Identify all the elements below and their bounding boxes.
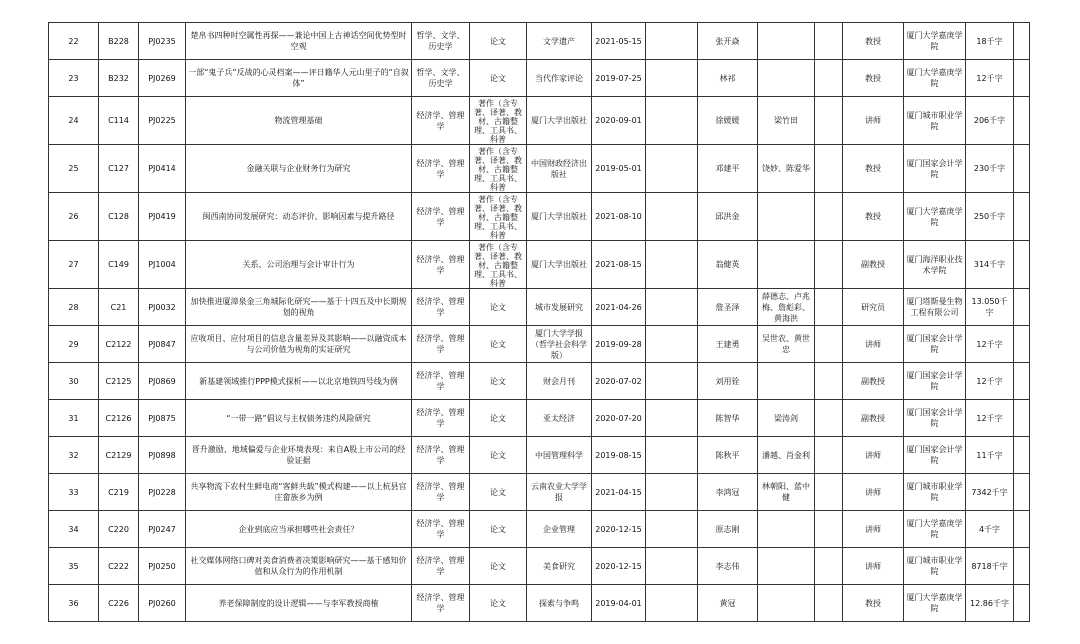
cell-discipline: 哲学、文学、历史学	[412, 60, 470, 97]
cell-discipline: 经济学、管理学	[412, 548, 470, 585]
cell-blank	[646, 400, 698, 437]
cell-blank	[815, 60, 843, 97]
cell-code: B228	[99, 23, 139, 60]
cell-discipline: 哲学、文学、历史学	[412, 23, 470, 60]
cell-blank	[1014, 474, 1030, 511]
table-row	[49, 23, 1030, 60]
cell-unit: 厦门国家会计学院	[904, 326, 966, 363]
cell-blank	[646, 60, 698, 97]
cell-author: 原志刚	[698, 511, 758, 548]
cell-publisher: 厦门大学学报（哲学社会科学版）	[527, 326, 592, 363]
cell-publisher: 城市发展研究	[527, 289, 592, 326]
cell-code: C226	[99, 585, 139, 622]
cell-blank	[646, 363, 698, 400]
table-row	[49, 326, 1030, 363]
cell-blank	[815, 511, 843, 548]
cell-form: 论文	[470, 511, 527, 548]
cell-blank	[646, 437, 698, 474]
cell-title: 社交媒体网络口碑对美食消费者决策影响研究——基于感知价值和从众行为的作用机制	[186, 548, 412, 585]
cell-publisher: 厦门大学出版社	[527, 97, 592, 145]
cell-project-id: PJ0250	[139, 548, 186, 585]
cell-title: “一带一路”倡议与主权债务违约风险研究	[186, 400, 412, 437]
cell-blank	[815, 363, 843, 400]
cell-blank	[815, 23, 843, 60]
cell-coauthors: 薛德志、卢兆梅、詹彪彩、黄海洪	[758, 289, 815, 326]
cell-coauthors: 饶妙、陈爱华	[758, 145, 815, 193]
cell-coauthors: 梁竹田	[758, 97, 815, 145]
cell-word-count: 314千字	[966, 241, 1014, 289]
cell-author: 邓建平	[698, 145, 758, 193]
cell-index: 23	[49, 60, 99, 97]
awards-table	[48, 22, 1030, 622]
cell-publisher: 中国财政经济出版社	[527, 145, 592, 193]
cell-blank	[815, 145, 843, 193]
cell-code: C2126	[99, 400, 139, 437]
cell-code: C114	[99, 97, 139, 145]
cell-word-count: 12千字	[966, 400, 1014, 437]
cell-discipline: 经济学、管理学	[412, 97, 470, 145]
cell-unit: 厦门大学嘉庚学院	[904, 23, 966, 60]
cell-discipline: 经济学、管理学	[412, 145, 470, 193]
cell-publisher: 文学遗产	[527, 23, 592, 60]
cell-form: 论文	[470, 474, 527, 511]
cell-blank	[646, 23, 698, 60]
cell-title: 企业到底应当承担哪些社会责任？	[186, 511, 412, 548]
cell-author: 徐媛媛	[698, 97, 758, 145]
cell-word-count: 206千字	[966, 97, 1014, 145]
cell-form: 著作（含专著、译著、教材、古籍整理、工具书、科普	[470, 193, 527, 241]
cell-title-rank: 教授	[843, 23, 904, 60]
cell-project-id: PJ0225	[139, 97, 186, 145]
cell-title-rank: 讲师	[843, 511, 904, 548]
cell-code: B232	[99, 60, 139, 97]
cell-author: 林祁	[698, 60, 758, 97]
table-row	[49, 145, 1030, 193]
cell-title: 楚帛书四种时空属性再探——兼论中国上古神话空间优势型时空观	[186, 23, 412, 60]
cell-publisher: 中国管理科学	[527, 437, 592, 474]
cell-word-count: 18千字	[966, 23, 1014, 60]
cell-word-count: 12千字	[966, 326, 1014, 363]
cell-blank	[1014, 60, 1030, 97]
cell-blank	[815, 548, 843, 585]
cell-unit: 厦门大学嘉庚学院	[904, 585, 966, 622]
cell-code: C2125	[99, 363, 139, 400]
cell-title-rank: 讲师	[843, 474, 904, 511]
cell-date: 2020-09-01	[592, 97, 646, 145]
cell-project-id: PJ0235	[139, 23, 186, 60]
cell-word-count: 230千字	[966, 145, 1014, 193]
cell-title-rank: 副教授	[843, 363, 904, 400]
cell-title-rank: 副教授	[843, 400, 904, 437]
cell-title-rank: 副教授	[843, 241, 904, 289]
cell-form: 论文	[470, 548, 527, 585]
table-row	[49, 548, 1030, 585]
table-row	[49, 97, 1030, 145]
cell-blank	[815, 193, 843, 241]
cell-author: 李志伟	[698, 548, 758, 585]
cell-publisher: 厦门大学出版社	[527, 193, 592, 241]
cell-word-count: 12千字	[966, 60, 1014, 97]
cell-code: C2122	[99, 326, 139, 363]
table-row	[49, 400, 1030, 437]
cell-blank	[646, 548, 698, 585]
cell-date: 2019-08-15	[592, 437, 646, 474]
cell-author: 黄冠	[698, 585, 758, 622]
cell-form: 论文	[470, 23, 527, 60]
cell-coauthors	[758, 23, 815, 60]
cell-form: 论文	[470, 585, 527, 622]
cell-author: 陈秋平	[698, 437, 758, 474]
table-row	[49, 241, 1030, 289]
cell-coauthors	[758, 60, 815, 97]
cell-code: C2129	[99, 437, 139, 474]
cell-discipline: 经济学、管理学	[412, 241, 470, 289]
cell-coauthors	[758, 511, 815, 548]
cell-unit: 厦门国家会计学院	[904, 363, 966, 400]
cell-title-rank: 教授	[843, 145, 904, 193]
cell-date: 2021-04-15	[592, 474, 646, 511]
cell-title: 关系、公司治理与会计审计行为	[186, 241, 412, 289]
cell-date: 2020-12-15	[592, 548, 646, 585]
cell-title-rank: 讲师	[843, 97, 904, 145]
cell-coauthors	[758, 241, 815, 289]
cell-index: 24	[49, 97, 99, 145]
cell-publisher: 探索与争鸣	[527, 585, 592, 622]
cell-title-rank: 研究员	[843, 289, 904, 326]
cell-author: 李鸿冠	[698, 474, 758, 511]
cell-author: 刘用铨	[698, 363, 758, 400]
cell-project-id: PJ0269	[139, 60, 186, 97]
cell-blank	[1014, 145, 1030, 193]
cell-word-count: 4千字	[966, 511, 1014, 548]
cell-discipline: 经济学、管理学	[412, 585, 470, 622]
cell-code: C127	[99, 145, 139, 193]
cell-title: 新基建领域推行PPP模式探析——以北京地铁四号线为例	[186, 363, 412, 400]
cell-title: 养老保障制度的设计逻辑——与李军教授商榷	[186, 585, 412, 622]
cell-coauthors: 潘越、肖金利	[758, 437, 815, 474]
cell-blank	[1014, 97, 1030, 145]
cell-date: 2021-05-15	[592, 23, 646, 60]
cell-code: C149	[99, 241, 139, 289]
cell-index: 30	[49, 363, 99, 400]
cell-form: 论文	[470, 60, 527, 97]
cell-coauthors: 梁涛剑	[758, 400, 815, 437]
cell-blank	[815, 326, 843, 363]
table-row	[49, 60, 1030, 97]
cell-publisher: 亚太经济	[527, 400, 592, 437]
cell-form: 论文	[470, 437, 527, 474]
cell-code: C219	[99, 474, 139, 511]
cell-index: 31	[49, 400, 99, 437]
cell-blank	[646, 585, 698, 622]
cell-blank	[1014, 23, 1030, 60]
cell-unit: 厦门国家会计学院	[904, 400, 966, 437]
cell-index: 33	[49, 474, 99, 511]
cell-title-rank: 讲师	[843, 326, 904, 363]
cell-discipline: 经济学、管理学	[412, 400, 470, 437]
cell-blank	[815, 437, 843, 474]
cell-author: 翁健英	[698, 241, 758, 289]
cell-blank	[815, 289, 843, 326]
cell-blank	[646, 474, 698, 511]
cell-project-id: PJ0875	[139, 400, 186, 437]
cell-blank	[1014, 511, 1030, 548]
cell-title: 物流管理基础	[186, 97, 412, 145]
cell-discipline: 经济学、管理学	[412, 326, 470, 363]
cell-coauthors	[758, 585, 815, 622]
cell-index: 22	[49, 23, 99, 60]
cell-project-id: PJ1004	[139, 241, 186, 289]
cell-code: C222	[99, 548, 139, 585]
cell-blank	[815, 400, 843, 437]
cell-discipline: 经济学、管理学	[412, 511, 470, 548]
cell-form: 论文	[470, 363, 527, 400]
cell-word-count: 11千字	[966, 437, 1014, 474]
cell-date: 2020-12-15	[592, 511, 646, 548]
cell-date: 2019-09-28	[592, 326, 646, 363]
cell-unit: 厦门国家会计学院	[904, 145, 966, 193]
cell-date: 2021-08-10	[592, 193, 646, 241]
table-row	[49, 289, 1030, 326]
cell-author: 王建勇	[698, 326, 758, 363]
cell-index: 32	[49, 437, 99, 474]
cell-publisher: 云南农业大学学报	[527, 474, 592, 511]
cell-project-id: PJ0247	[139, 511, 186, 548]
cell-unit: 厦门大学嘉庚学院	[904, 193, 966, 241]
cell-unit: 厦门城市职业学院	[904, 548, 966, 585]
cell-code: C220	[99, 511, 139, 548]
table-row	[49, 585, 1030, 622]
cell-title-rank: 教授	[843, 585, 904, 622]
cell-project-id: PJ0847	[139, 326, 186, 363]
cell-blank	[1014, 289, 1030, 326]
cell-blank	[815, 474, 843, 511]
cell-discipline: 经济学、管理学	[412, 289, 470, 326]
cell-author: 陈智华	[698, 400, 758, 437]
cell-blank	[815, 97, 843, 145]
cell-index: 35	[49, 548, 99, 585]
cell-title-rank: 讲师	[843, 437, 904, 474]
cell-index: 25	[49, 145, 99, 193]
cell-unit: 厦门大学嘉庚学院	[904, 511, 966, 548]
table-row	[49, 511, 1030, 548]
cell-coauthors: 吴世农、黄世忠	[758, 326, 815, 363]
cell-blank	[1014, 326, 1030, 363]
cell-unit: 厦门城市职业学院	[904, 474, 966, 511]
cell-index: 34	[49, 511, 99, 548]
cell-project-id: PJ0419	[139, 193, 186, 241]
cell-form: 著作（含专著、译著、教材、古籍整理、工具书、科普	[470, 241, 527, 289]
cell-unit: 厦门海洋职业技术学院	[904, 241, 966, 289]
cell-index: 27	[49, 241, 99, 289]
cell-coauthors: 林朝阳、蓝中健	[758, 474, 815, 511]
cell-blank	[1014, 193, 1030, 241]
cell-blank	[815, 585, 843, 622]
cell-date: 2019-07-25	[592, 60, 646, 97]
cell-blank	[646, 97, 698, 145]
cell-word-count: 13.050千字	[966, 289, 1014, 326]
cell-title: 金融关联与企业财务行为研究	[186, 145, 412, 193]
cell-discipline: 经济学、管理学	[412, 437, 470, 474]
cell-date: 2020-07-20	[592, 400, 646, 437]
cell-author: 邱洪金	[698, 193, 758, 241]
cell-code: C128	[99, 193, 139, 241]
cell-title: 晋升激励、地域偏爱与企业环境表现：来自A股上市公司的经验证据	[186, 437, 412, 474]
cell-blank	[1014, 585, 1030, 622]
cell-form: 著作（含专著、译著、教材、古籍整理、工具书、科普	[470, 145, 527, 193]
cell-unit: 厦门国家会计学院	[904, 437, 966, 474]
table-row	[49, 363, 1030, 400]
cell-word-count: 250千字	[966, 193, 1014, 241]
cell-title: 共享物流下农村生鲜电商“客鲜共载”模式构建——以上杭县官庄畲族乡为例	[186, 474, 412, 511]
cell-word-count: 12.86千字	[966, 585, 1014, 622]
cell-word-count: 8718千字	[966, 548, 1014, 585]
cell-project-id: PJ0228	[139, 474, 186, 511]
cell-project-id: PJ0414	[139, 145, 186, 193]
cell-publisher: 企业管理	[527, 511, 592, 548]
cell-title-rank: 教授	[843, 60, 904, 97]
cell-project-id: PJ0898	[139, 437, 186, 474]
cell-title-rank: 教授	[843, 193, 904, 241]
cell-discipline: 经济学、管理学	[412, 474, 470, 511]
cell-date: 2021-08-15	[592, 241, 646, 289]
cell-coauthors	[758, 548, 815, 585]
cell-coauthors	[758, 193, 815, 241]
cell-title-rank: 讲师	[843, 548, 904, 585]
cell-publisher: 当代作家评论	[527, 60, 592, 97]
cell-code: C21	[99, 289, 139, 326]
cell-date: 2019-04-01	[592, 585, 646, 622]
cell-title: 应收项目、应付项目的信息含量差异及其影响——以融资成本与公司价值为视角的实证研究	[186, 326, 412, 363]
cell-blank	[1014, 363, 1030, 400]
cell-title: 一部“鬼子兵”反战的心灵档案——评日籍华人元山里子的“自叙体”	[186, 60, 412, 97]
cell-form: 论文	[470, 289, 527, 326]
cell-unit: 厦门塔斯曼生物工程有限公司	[904, 289, 966, 326]
cell-form: 著作（含专著、译著、教材、古籍整理、工具书、科普	[470, 97, 527, 145]
cell-blank	[1014, 400, 1030, 437]
cell-date: 2020-07-02	[592, 363, 646, 400]
cell-blank	[1014, 241, 1030, 289]
cell-discipline: 经济学、管理学	[412, 193, 470, 241]
cell-index: 26	[49, 193, 99, 241]
cell-blank	[815, 241, 843, 289]
cell-author: 詹圣泽	[698, 289, 758, 326]
cell-blank	[646, 326, 698, 363]
cell-index: 36	[49, 585, 99, 622]
cell-word-count: 12千字	[966, 363, 1014, 400]
table-row	[49, 437, 1030, 474]
cell-project-id: PJ0032	[139, 289, 186, 326]
cell-date: 2019-05-01	[592, 145, 646, 193]
cell-word-count: 7342千字	[966, 474, 1014, 511]
cell-coauthors	[758, 363, 815, 400]
cell-index: 28	[49, 289, 99, 326]
cell-date: 2021-04-26	[592, 289, 646, 326]
cell-project-id: PJ0869	[139, 363, 186, 400]
table-row	[49, 474, 1030, 511]
cell-blank	[1014, 437, 1030, 474]
cell-index: 29	[49, 326, 99, 363]
cell-unit: 厦门大学嘉庚学院	[904, 60, 966, 97]
cell-blank	[1014, 548, 1030, 585]
cell-title: 加快推进厦漳泉金三角城际化研究——基于十四五及中长期规划的视角	[186, 289, 412, 326]
cell-blank	[646, 241, 698, 289]
cell-unit: 厦门城市职业学院	[904, 97, 966, 145]
cell-blank	[646, 289, 698, 326]
cell-publisher: 美食研究	[527, 548, 592, 585]
cell-publisher: 厦门大学出版社	[527, 241, 592, 289]
cell-publisher: 财会月刊	[527, 363, 592, 400]
cell-author: 张开焱	[698, 23, 758, 60]
cell-title: 闽西南协同发展研究：动态评价、影响因素与提升路径	[186, 193, 412, 241]
cell-discipline: 经济学、管理学	[412, 363, 470, 400]
cell-blank	[646, 511, 698, 548]
cell-blank	[646, 145, 698, 193]
table-row	[49, 193, 1030, 241]
cell-project-id: PJ0260	[139, 585, 186, 622]
cell-form: 论文	[470, 326, 527, 363]
cell-form: 论文	[470, 400, 527, 437]
cell-blank	[646, 193, 698, 241]
